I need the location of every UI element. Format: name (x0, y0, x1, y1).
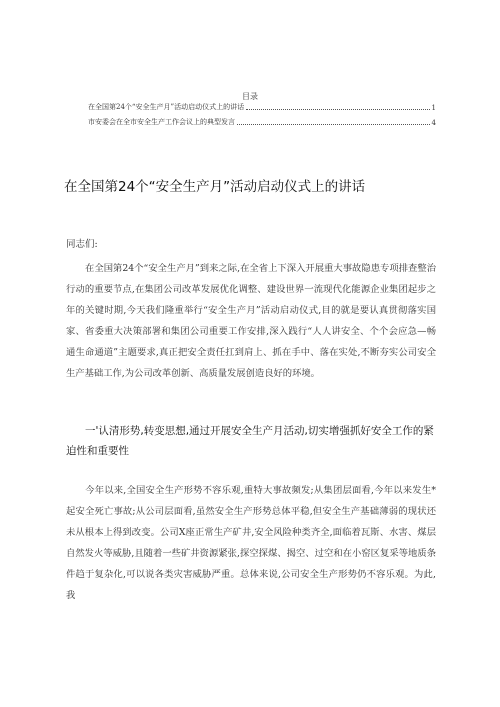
toc-entry-page: 4 (431, 119, 436, 127)
toc-entry[interactable] (88, 101, 436, 112)
paragraph-text: 今年以来,全国安全生产形势不容乐观,重特大事故频发;从集团层面看,今年以来发生*起安全死亡事故;从公司层面看,虽然安全生产形势总体平稳,但安全生产基础薄弱的现状还未从根本上得到改变。公司X座正常生产矿井,安全风险种类齐全,面临着瓦斯、水害、煤层自然发火等威胁,且随着一些矿井资源紧张,探空探煤、揭空、过空和在小窑区复采等地质条件趋于复杂化,可以说各类灾害威胁严重。总体来说,公司安全生产形势仍不容乐观。为此,我 (66, 485, 436, 601)
toc-title: 目录 (242, 92, 258, 101)
toc-entry-label: 在全国第24个“安全生产月”活动启动仪式上的讲话 (88, 103, 245, 111)
body-paragraph (66, 480, 436, 606)
paragraph-text: 在全国第24个“安全生产月”到来之际,在全省上下深入开展重大事故隐患专项排查整治行动的重要节点,在集团公司改革发展优化调整、建设世界一流现代化能源企业集团起步之年的关键时期,今天我们隆重举行“安全生产月”活动启动仪式,目的就是要认真贯彻落实国家、省委重大决策部署和集团公司重要工作安排,深入践行“人人讲安全、个个会应急—畅通生命通道”主题要求,真正把安全责任扛到肩上、抓在手中、落在实处,不断夯实公司安全生产基础工作,为公司改革创新、高质量发展创造良好的环境。 (66, 263, 436, 379)
body-paragraph (66, 258, 436, 384)
salutation: 同志们: (66, 239, 98, 250)
toc-leader-dots (246, 109, 429, 110)
section-heading (66, 421, 438, 461)
toc-entry-page: 1 (431, 104, 436, 112)
document-title: 在全国第24个“安全生产月”活动启动仪式上的讲话 (64, 179, 366, 195)
toc-entry-label: 市安委会在全市安全生产工作会议上的典型发言 (88, 118, 235, 126)
toc-leader-dots (237, 124, 430, 125)
toc-entry[interactable] (88, 116, 436, 127)
heading-text: 一'认清形势,转变思想,通过开展安全生产月活动,切实增强抓好安全工作的紧迫性和重要性 (66, 425, 434, 457)
